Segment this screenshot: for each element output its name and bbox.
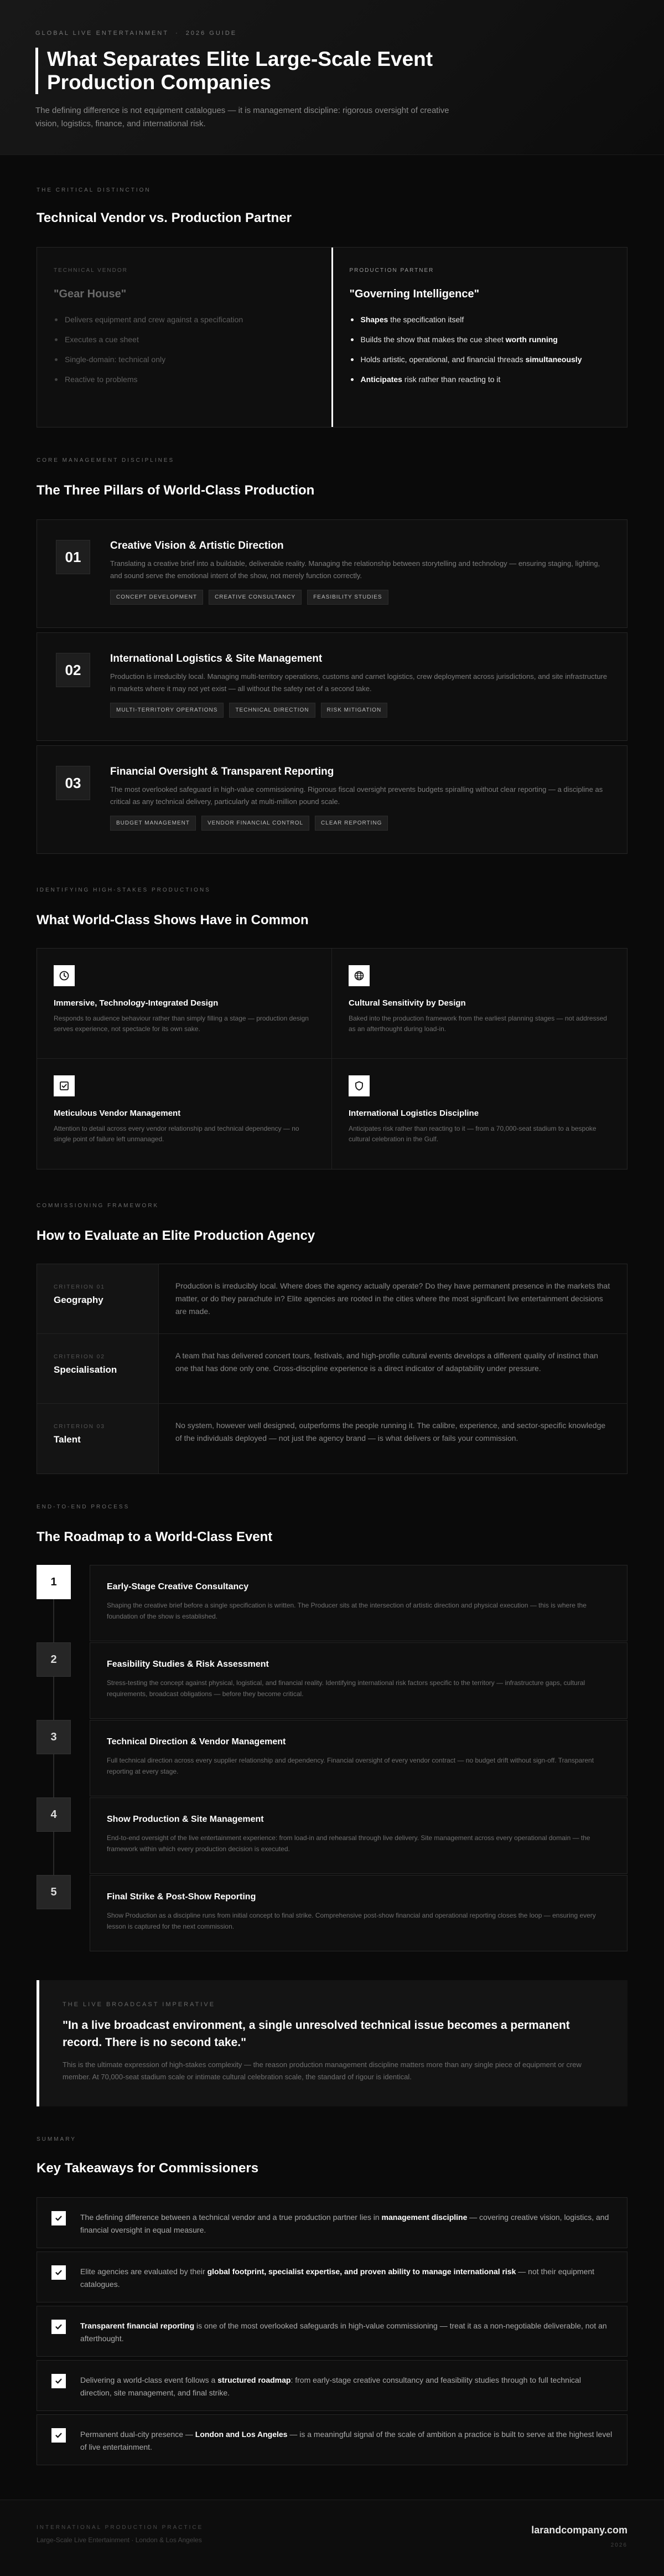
partner-item-text: the specification itself (388, 315, 464, 324)
takeaway-text (80, 2211, 614, 2237)
criteria-row (37, 1334, 627, 1404)
pillar-title: Creative Vision & Artistic Direction (110, 540, 284, 552)
feature-card (37, 1059, 332, 1169)
step-number: 5 (37, 1875, 71, 1909)
roadmap-step (37, 1642, 627, 1720)
pillar-desc: The most overlooked safeguard in high-value commissioning. Rigorous fiscal oversight prevents budgets spiralling without clear reporting — a discipline as critical as any technical delivery, particularly at multi-million pound scale. (110, 785, 603, 806)
pillar-body (110, 766, 608, 831)
takeaway-item (37, 2414, 627, 2465)
criteria-title: Geography (54, 1295, 103, 1305)
quote-sub: This is the ultimate expression of high-stakes complexity — the reason production management discipline matters more than any single piece of equipment or crew member. At 70,000-seat stadium scale or intimate cultural celebration scale, the standard of rigour is identical. (63, 2060, 582, 2081)
eyebrow-left: GLOBAL LIVE ENTERTAINMENT (35, 30, 169, 37)
step-card (90, 1875, 627, 1951)
step-title: Early-Stage Creative Consultancy (107, 1582, 249, 1591)
takeaway-part: — covering creative vision, logistics, and financial oversight in equal measure. (80, 2213, 609, 2234)
step-card (90, 1565, 627, 1641)
check-icon (51, 2428, 66, 2443)
pillar-card (37, 519, 627, 628)
takeaway-text (80, 2265, 614, 2291)
partner-list (350, 314, 611, 385)
roadmap-step (37, 1565, 627, 1642)
checkbox-icon (54, 1075, 75, 1096)
vendor-item: Reactive to problems (54, 374, 315, 385)
pillars-title: The Three Pillars of World-Class Production (37, 483, 315, 498)
takeaway-text (80, 2374, 614, 2399)
feature-desc: Attention to detail across every vendor relationship and technical dependency — no single point of failure left unmanaged. (54, 1125, 299, 1143)
criteria-desc: Production is irreducibly local. Where does the agency actually operate? Do they have permanent presence in the markets that matter, or do they parachute in? Elite agencies are rooted in the cities where the most significant live entertainment decisions are made. (159, 1264, 627, 1333)
takeaway-part: — not their equipment catalogues. (80, 2267, 595, 2289)
vendor-tag: TECHNICAL VENDOR (54, 267, 128, 274)
criteria-number: CRITERION 03 (54, 1424, 105, 1430)
takeaway-part: — is a meaningful signal of the scale of ambition a practice is built to serve at the highest level of live entertainment. (80, 2430, 613, 2451)
roadmap-label: END-TO-END PROCESS (37, 1504, 130, 1510)
step-card (90, 1642, 627, 1719)
vendor-title: "Gear House" (54, 288, 127, 300)
pillars-label: CORE MANAGEMENT DISCIPLINES (37, 457, 175, 463)
pillar-chip: CREATIVE CONSULTANCY (209, 590, 302, 605)
criteria-key (37, 1404, 159, 1474)
step-number: 3 (37, 1720, 71, 1754)
criteria-title: How to Evaluate an Elite Production Agency (37, 1228, 315, 1243)
check-icon (51, 2211, 66, 2225)
step-connector (53, 1677, 54, 1720)
features-label: IDENTIFYING HIGH-STAKES PRODUCTIONS (37, 887, 211, 893)
pillar-number: 03 (56, 766, 90, 800)
takeaway-text (80, 2320, 614, 2345)
feature-card (332, 1059, 627, 1169)
takeaway-bold: management discipline (381, 2213, 468, 2222)
feature-desc: Responds to audience behaviour rather than simply filling a stage — production design serves experience, not spectacle for its own sake. (54, 1014, 309, 1033)
page-title: What Separates Elite Large-Scale Event Production Companies (47, 48, 433, 94)
check-icon (51, 2265, 66, 2280)
pillar-chip: FEASIBILITY STUDIES (307, 590, 388, 605)
step-title: Show Production & Site Management (107, 1815, 264, 1824)
criteria-row (37, 1404, 627, 1474)
roadmap-step (37, 1720, 627, 1797)
feature-desc: Baked into the production framework from the earliest planning stages — not addressed as an afterthought during load-in. (349, 1014, 607, 1033)
takeaway-part: Delivering a world-class event follows a (80, 2376, 218, 2384)
partner-item-text: Builds the show that makes the cue sheet (360, 335, 506, 344)
partner-item-text: Holds artistic, operational, and financial threads (360, 355, 526, 364)
vendor-column (37, 248, 331, 427)
pillar-title: International Logistics & Site Management (110, 653, 323, 664)
pillar-chip: TECHNICAL DIRECTION (229, 703, 315, 718)
partner-item (350, 374, 611, 385)
criteria-key (37, 1334, 159, 1403)
footer-year: 2026 (610, 2542, 627, 2548)
pillar-desc: Production is irreducibly local. Managing multi-territory operations, customs and carnet logistics, crew deployment across jurisdictions, and site infrastructure in markets where it may not yet exist — all without the safety net of a second take. (110, 672, 608, 693)
takeaways-title: Key Takeaways for Commissioners (37, 2161, 259, 2176)
pillar-chip: BUDGET MANAGEMENT (110, 816, 196, 831)
step-number: 1 (37, 1565, 71, 1599)
partner-item-text: risk rather than reacting to it (402, 375, 501, 384)
distinction-title: Technical Vendor vs. Production Partner (37, 210, 292, 225)
feature-card (332, 949, 627, 1059)
step-title: Feasibility Studies & Risk Assessment (107, 1660, 269, 1669)
partner-item (350, 314, 611, 325)
criteria-title: Specialisation (54, 1364, 117, 1375)
takeaway-part: The defining difference between a technical vendor and a true production partner lies in (80, 2213, 382, 2222)
takeaway-item (37, 2360, 627, 2411)
takeaways-label: SUMMARY (37, 2136, 76, 2142)
quote-block (37, 1980, 627, 2106)
pillar-card (37, 745, 627, 854)
step-card (90, 1797, 627, 1874)
hero-eyebrow (35, 30, 629, 37)
feature-title: Cultural Sensitivity by Design (349, 998, 466, 1008)
pillar-chip: RISK MITIGATION (321, 703, 388, 718)
takeaway-item (37, 2197, 627, 2248)
takeaway-item (37, 2252, 627, 2302)
criteria-desc: A team that has delivered concert tours, festivals, and high-profile cultural events develops a different quality of instinct than one that has done only one. Cross-discipline experience is a direct indicator of adaptability under pressure. (159, 1334, 627, 1403)
comparison-panel (37, 247, 627, 427)
footer (0, 2500, 664, 2576)
partner-item (350, 334, 611, 345)
vendor-item: Executes a cue sheet (54, 334, 315, 345)
partner-item-bold: Anticipates (360, 375, 402, 384)
step-desc: Stress-testing the concept against physical, logistical, and financial reality. Identifying international risk factors specific to the territory — infrastructure gaps, cultural requirements, broadcast obligations — before they become critical. (107, 1679, 585, 1698)
takeaway-item (37, 2306, 627, 2357)
step-connector (53, 1754, 54, 1797)
vendor-item: Single-domain: technical only (54, 354, 315, 365)
step-title: Final Strike & Post-Show Reporting (107, 1892, 256, 1902)
distinction-label: THE CRITICAL DISTINCTION (37, 187, 151, 193)
feature-desc: Anticipates risk rather than reacting to it — from a 70,000-seat stadium to a bespoke cultural celebration in the Gulf. (349, 1125, 596, 1143)
hero (0, 0, 664, 155)
takeaway-part: : from early-stage creative consultancy and feasibility studies through to full technical direction, site management, and final strike. (80, 2376, 581, 2397)
criteria-desc: No system, however well designed, outperforms the people running it. The calibre, experience, and sector-specific knowledge of the individuals deployed — not just the agency brand — is what delivers or fails your commission. (159, 1404, 627, 1474)
takeaway-bold: global footprint, specialist expertise, and proven ability to manage international risk (207, 2267, 516, 2276)
check-icon (51, 2374, 66, 2388)
pillar-card (37, 632, 627, 741)
feature-card (37, 949, 332, 1059)
eyebrow-sep: · (175, 30, 179, 37)
vendor-item: Delivers equipment and crew against a specification (54, 314, 315, 325)
partner-column (333, 248, 627, 427)
pillar-chip: VENDOR FINANCIAL CONTROL (201, 816, 309, 831)
step-desc: Show Production as a discipline runs from initial concept to final strike. Comprehensive post-show financial and operational reporting closes the loop — ensuring every lesson is captured for the next commission. (107, 1912, 596, 1930)
partner-item-bold: simultaneously (525, 355, 582, 364)
partner-item-bold: worth running (505, 335, 558, 344)
criteria-number: CRITERION 01 (54, 1284, 105, 1290)
step-connector (53, 1832, 54, 1875)
step-title: Technical Direction & Vendor Management (107, 1737, 286, 1746)
quote-text: "In a live broadcast environment, a single unresolved technical issue becomes a permanent record. There is no second take." (63, 2019, 570, 2049)
takeaway-bold: Transparent financial reporting (80, 2321, 195, 2330)
criteria-title: Talent (54, 1434, 81, 1445)
step-card (90, 1720, 627, 1796)
step-desc: End-to-end oversight of the live entertainment experience: from load-in and rehearsal through live delivery. Site management across every operational domain — the framework within which every production decision is executed. (107, 1834, 590, 1853)
takeaway-bold: London and Los Angeles (195, 2430, 288, 2439)
criteria-label: COMMISSIONING FRAMEWORK (37, 1203, 159, 1209)
takeaway-text (80, 2428, 614, 2454)
criteria-key (37, 1264, 159, 1333)
clock-icon (54, 965, 75, 986)
takeaway-part: is one of the most overlooked safeguards in high-value commissioning — treat it as a non-negotiable deliverable, not an afterthought. (80, 2321, 607, 2343)
pillar-title: Financial Oversight & Transparent Reporting (110, 766, 334, 777)
features-title: What World-Class Shows Have in Common (37, 913, 309, 928)
takeaway-bold: structured roadmap (217, 2376, 291, 2384)
footer-label: INTERNATIONAL PRODUCTION PRACTICE (37, 2525, 204, 2531)
roadmap-step (37, 1797, 627, 1875)
pillar-body (110, 540, 608, 605)
criteria-table (37, 1264, 627, 1474)
criteria-row (37, 1264, 627, 1334)
partner-item-bold: Shapes (360, 315, 388, 324)
feature-title: Immersive, Technology-Integrated Design (54, 998, 219, 1008)
hero-title-wrap (35, 48, 629, 94)
footer-brand-link[interactable]: larandcompany.com (531, 2525, 627, 2536)
step-connector (53, 1599, 54, 1642)
pillar-number: 02 (56, 653, 90, 687)
eyebrow-right: 2026 GUIDE (185, 30, 237, 37)
takeaway-part: Permanent dual-city presence — (80, 2430, 195, 2439)
pillar-chip: CLEAR REPORTING (315, 816, 388, 831)
feature-title: International Logistics Discipline (349, 1109, 479, 1118)
partner-tag: PRODUCTION PARTNER (349, 267, 434, 274)
footer-sub: Large-Scale Live Entertainment · London & Los Angeles (37, 2536, 202, 2544)
step-number: 4 (37, 1797, 71, 1832)
pillar-number: 01 (56, 540, 90, 574)
partner-title: "Governing Intelligence" (349, 288, 480, 300)
criteria-number: CRITERION 02 (54, 1354, 105, 1360)
hero-lead: The defining difference is not equipment catalogues — it is management discipline: rigorous oversight of creative vision, logistics, finance, and international risk. (35, 106, 449, 128)
roadmap-step (37, 1875, 627, 1952)
vendor-list (54, 314, 315, 385)
quote-label: THE LIVE BROADCAST IMPERATIVE (63, 2001, 216, 2008)
features-grid (37, 948, 627, 1169)
pillar-body (110, 653, 608, 718)
shield-icon (349, 1075, 370, 1096)
feature-title: Meticulous Vendor Management (54, 1109, 181, 1118)
roadmap-title: The Roadmap to a World-Class Event (37, 1529, 273, 1544)
partner-item (350, 354, 611, 365)
step-desc: Full technical direction across every supplier relationship and dependency. Financial oversight of every vendor contract — no budget drift without sign-off. Transparent reporting at every stage. (107, 1756, 594, 1775)
step-number: 2 (37, 1642, 71, 1677)
pillar-chip: CONCEPT DEVELOPMENT (110, 590, 203, 605)
pillar-chip: MULTI-TERRITORY OPERATIONS (110, 703, 224, 718)
globe-icon (349, 965, 370, 986)
pillar-desc: Translating a creative brief into a buildable, deliverable reality. Managing the relationship between storytelling and technology — ensuring staging, lighting, and sound serve the emotional intent of the show, not merely function correctly. (110, 559, 600, 580)
check-icon (51, 2320, 66, 2334)
step-desc: Shaping the creative brief before a single specification is written. The Producer sits at the intersection of artistic direction and physical execution — this is where the foundation of the show is established. (107, 1601, 587, 1620)
takeaway-part: Elite agencies are evaluated by their (80, 2267, 208, 2276)
